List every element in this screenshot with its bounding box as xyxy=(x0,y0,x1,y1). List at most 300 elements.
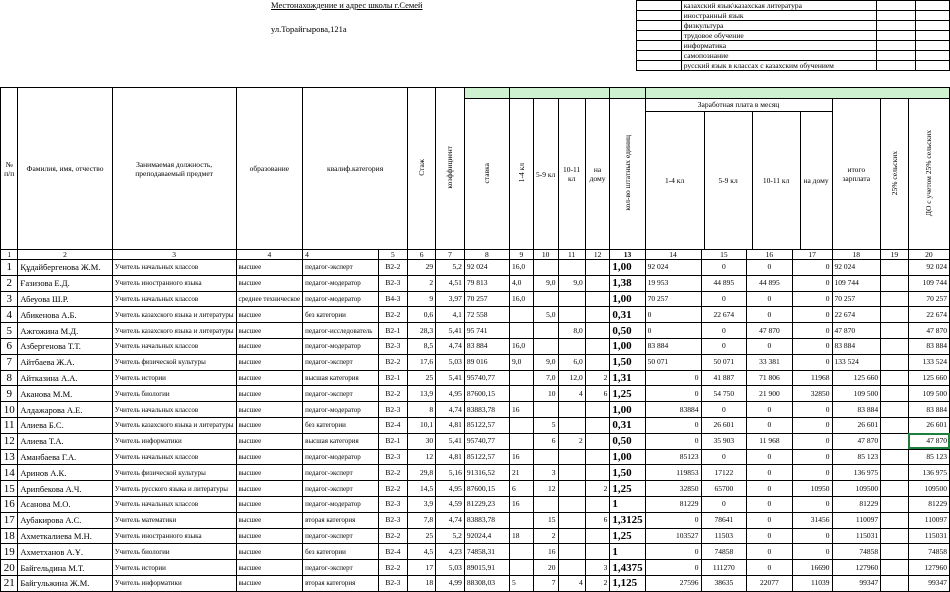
sal-home-cell[interactable]: 0 xyxy=(792,433,832,449)
experience-cell[interactable]: 4,5 xyxy=(408,544,436,560)
education-cell[interactable]: высшее xyxy=(236,338,303,354)
category-cell[interactable]: педагог-модератор xyxy=(303,402,379,418)
total-cell[interactable]: 81229 xyxy=(832,496,881,512)
legend-cell[interactable] xyxy=(877,11,915,21)
sal-home-cell[interactable]: 0 xyxy=(792,417,832,433)
legend-cell[interactable] xyxy=(637,11,682,21)
position-cell[interactable]: Учитель казахского языка и литературы xyxy=(112,323,236,339)
coef-cell[interactable]: 4,81 xyxy=(436,449,465,465)
hours-10-11-cell[interactable] xyxy=(558,260,585,276)
total25-cell[interactable]: 109500 xyxy=(908,481,949,497)
row-number[interactable]: 12 xyxy=(1,433,18,449)
rate-cell[interactable]: 89015,91 xyxy=(464,560,509,576)
total-cell[interactable]: 127960 xyxy=(832,560,881,576)
row-number[interactable]: 1 xyxy=(1,260,18,276)
hours-5-9-cell[interactable] xyxy=(533,323,558,339)
grade-cell[interactable]: В2-1 xyxy=(378,433,407,449)
units-cell[interactable]: 1 xyxy=(610,544,645,560)
hours-1-4-cell[interactable] xyxy=(509,386,533,402)
hours-10-11-cell[interactable]: 2 xyxy=(558,433,585,449)
total-cell[interactable]: 125 660 xyxy=(832,370,881,386)
hours-1-4-cell[interactable] xyxy=(509,544,533,560)
sal-10-11-cell[interactable]: 0 xyxy=(747,512,793,528)
row-number[interactable]: 3 xyxy=(1,291,18,307)
experience-cell[interactable]: 17 xyxy=(408,560,436,576)
hours-5-9-cell[interactable]: 3 xyxy=(533,465,558,481)
hours-1-4-cell[interactable] xyxy=(509,433,533,449)
hours-1-4-cell[interactable]: 16 xyxy=(509,449,533,465)
sal-10-11-cell[interactable]: 33 381 xyxy=(747,354,793,370)
total-cell[interactable]: 70 257 xyxy=(832,291,881,307)
row-number[interactable]: 15 xyxy=(1,481,18,497)
legend-cell[interactable] xyxy=(915,11,950,21)
rate-cell[interactable]: 87600,15 xyxy=(464,481,509,497)
sal-10-11-cell[interactable]: 0 xyxy=(747,465,793,481)
category-cell[interactable]: педагог-исследователь xyxy=(303,323,379,339)
pct25-cell[interactable] xyxy=(881,560,909,576)
sal-10-11-cell[interactable]: 0 xyxy=(747,449,793,465)
coef-cell[interactable]: 4,59 xyxy=(436,496,465,512)
units-cell[interactable]: 1,00 xyxy=(610,338,645,354)
coef-cell[interactable]: 4,99 xyxy=(436,575,465,591)
position-cell[interactable]: Учитель казахского языка и литературы xyxy=(112,417,236,433)
units-cell[interactable]: 1,125 xyxy=(610,575,645,591)
category-cell[interactable]: педагог-эксперт xyxy=(303,560,379,576)
sal-1-4-cell[interactable]: 0 xyxy=(645,544,701,560)
teacher-name[interactable]: Құдайбергенова Ж.М. xyxy=(18,260,112,276)
education-cell[interactable]: высшее xyxy=(236,307,303,323)
position-cell[interactable]: Учитель иностранного языка xyxy=(112,528,236,544)
coef-cell[interactable]: 5,2 xyxy=(436,528,465,544)
units-cell[interactable]: 1,00 xyxy=(610,260,645,276)
category-cell[interactable]: педагог-эксперт xyxy=(303,354,379,370)
category-cell[interactable]: педагог-эксперт xyxy=(303,481,379,497)
sal-1-4-cell[interactable]: 119853 xyxy=(645,465,701,481)
education-cell[interactable]: высшее xyxy=(236,354,303,370)
sal-5-9-cell[interactable]: 17122 xyxy=(701,465,747,481)
experience-cell[interactable]: 25 xyxy=(408,370,436,386)
hours-5-9-cell[interactable]: 12 xyxy=(533,481,558,497)
grade-cell[interactable]: В2-2 xyxy=(378,260,407,276)
sal-5-9-cell[interactable]: 65700 xyxy=(701,481,747,497)
coef-cell[interactable]: 5,41 xyxy=(436,323,465,339)
total-cell[interactable]: 136 975 xyxy=(832,465,881,481)
rate-cell[interactable]: 95740,77 xyxy=(464,433,509,449)
total-cell[interactable]: 109 744 xyxy=(832,275,881,291)
teacher-name[interactable]: Айтбаева Ж.А. xyxy=(18,354,112,370)
grade-cell[interactable]: В2-2 xyxy=(378,307,407,323)
position-cell[interactable]: Учитель иностранного языка xyxy=(112,275,236,291)
pct25-cell[interactable] xyxy=(881,402,909,418)
pct25-cell[interactable] xyxy=(881,323,909,339)
units-cell[interactable]: 1,00 xyxy=(610,449,645,465)
experience-cell[interactable]: 3,9 xyxy=(408,496,436,512)
legend-cell[interactable] xyxy=(915,31,950,41)
sal-10-11-cell[interactable]: 0 xyxy=(747,260,793,276)
teacher-name[interactable]: Ғазизова Е.Д. xyxy=(18,275,112,291)
sal-1-4-cell[interactable]: 19 953 xyxy=(645,275,701,291)
hours-5-9-cell[interactable]: 20 xyxy=(533,560,558,576)
pct25-cell[interactable] xyxy=(881,338,909,354)
teacher-name[interactable]: Абеуова Ш.Р. xyxy=(18,291,112,307)
experience-cell[interactable]: 0,6 xyxy=(408,307,436,323)
pct25-cell[interactable] xyxy=(881,291,909,307)
legend-cell[interactable] xyxy=(915,41,950,51)
experience-cell[interactable]: 17,6 xyxy=(408,354,436,370)
position-cell[interactable]: Учитель истории xyxy=(112,370,236,386)
legend-cell[interactable] xyxy=(637,51,682,61)
position-cell[interactable]: Учитель биологии xyxy=(112,544,236,560)
units-cell[interactable]: 1,25 xyxy=(610,386,645,402)
experience-cell[interactable]: 2 xyxy=(408,275,436,291)
sal-5-9-cell[interactable]: 0 xyxy=(701,260,747,276)
hours-10-11-cell[interactable]: 9,0 xyxy=(558,275,585,291)
hours-home-cell[interactable]: 2 xyxy=(585,481,610,497)
total-cell[interactable]: 83 884 xyxy=(832,402,881,418)
hours-home-cell[interactable] xyxy=(585,496,610,512)
position-cell[interactable]: Учитель начальных классов xyxy=(112,449,236,465)
hours-5-9-cell[interactable] xyxy=(533,496,558,512)
sal-home-cell[interactable]: 0 xyxy=(792,260,832,276)
row-number[interactable]: 13 xyxy=(1,449,18,465)
pct25-cell[interactable] xyxy=(881,481,909,497)
hours-5-9-cell[interactable] xyxy=(533,260,558,276)
sal-home-cell[interactable]: 11039 xyxy=(792,575,832,591)
coef-cell[interactable]: 4,74 xyxy=(436,338,465,354)
rate-cell[interactable]: 85122,57 xyxy=(464,417,509,433)
position-cell[interactable]: Учитель начальных классов xyxy=(112,338,236,354)
row-number[interactable]: 11 xyxy=(1,417,18,433)
teacher-name[interactable]: Ахметкалиева М.Н. xyxy=(18,528,112,544)
sal-10-11-cell[interactable]: 0 xyxy=(747,291,793,307)
sal-5-9-cell[interactable]: 0 xyxy=(701,402,747,418)
hours-home-cell[interactable] xyxy=(585,307,610,323)
sal-10-11-cell[interactable]: 0 xyxy=(747,481,793,497)
hours-5-9-cell[interactable] xyxy=(533,291,558,307)
pct25-cell[interactable] xyxy=(881,512,909,528)
position-cell[interactable]: Учитель информатики xyxy=(112,433,236,449)
units-cell[interactable]: 0,50 xyxy=(610,433,645,449)
sal-home-cell[interactable]: 0 xyxy=(792,544,832,560)
sal-5-9-cell[interactable]: 44 895 xyxy=(701,275,747,291)
hours-1-4-cell[interactable]: 6 xyxy=(509,481,533,497)
total25-cell[interactable]: 70 257 xyxy=(908,291,949,307)
hours-10-11-cell[interactable] xyxy=(558,291,585,307)
position-cell[interactable]: Учитель физической культуры xyxy=(112,354,236,370)
coef-cell[interactable]: 4,74 xyxy=(436,512,465,528)
total-cell[interactable]: 26 601 xyxy=(832,417,881,433)
sal-5-9-cell[interactable]: 54 750 xyxy=(701,386,747,402)
sal-home-cell[interactable]: 0 xyxy=(792,402,832,418)
hours-10-11-cell[interactable]: 6,0 xyxy=(558,354,585,370)
hours-1-4-cell[interactable]: 4,0 xyxy=(509,275,533,291)
legend-cell[interactable] xyxy=(637,61,682,71)
total-cell[interactable]: 99347 xyxy=(832,575,881,591)
education-cell[interactable]: высшее xyxy=(236,481,303,497)
teacher-name[interactable]: Аманбаева Г.А. xyxy=(18,449,112,465)
education-cell[interactable]: высшее xyxy=(236,512,303,528)
experience-cell[interactable]: 9 xyxy=(408,291,436,307)
hours-1-4-cell[interactable]: 16 xyxy=(509,402,533,418)
total25-cell[interactable]: 125 660 xyxy=(908,370,949,386)
total25-cell[interactable]: 83 884 xyxy=(908,338,949,354)
category-cell[interactable]: вторая категория xyxy=(303,512,379,528)
sal-1-4-cell[interactable]: 0 xyxy=(645,323,701,339)
total-cell[interactable]: 110097 xyxy=(832,512,881,528)
coef-cell[interactable]: 5,2 xyxy=(436,260,465,276)
education-cell[interactable]: высшее xyxy=(236,402,303,418)
experience-cell[interactable]: 18 xyxy=(408,575,436,591)
grade-cell[interactable]: В2-3 xyxy=(378,338,407,354)
hours-home-cell[interactable] xyxy=(585,433,610,449)
sal-1-4-cell[interactable]: 0 xyxy=(645,417,701,433)
sal-10-11-cell[interactable]: 0 xyxy=(747,338,793,354)
units-cell[interactable]: 1,38 xyxy=(610,275,645,291)
sal-1-4-cell[interactable]: 103527 xyxy=(645,528,701,544)
experience-cell[interactable]: 8 xyxy=(408,402,436,418)
sal-1-4-cell[interactable]: 32850 xyxy=(645,481,701,497)
sal-10-11-cell[interactable]: 71 806 xyxy=(747,370,793,386)
teacher-name[interactable]: Айтказина А.А. xyxy=(18,370,112,386)
coef-cell[interactable]: 4,95 xyxy=(436,481,465,497)
hours-1-4-cell[interactable] xyxy=(509,417,533,433)
legend-cell[interactable] xyxy=(877,61,915,71)
sal-5-9-cell[interactable]: 111270 xyxy=(701,560,747,576)
sal-1-4-cell[interactable]: 81229 xyxy=(645,496,701,512)
hours-1-4-cell[interactable]: 16,0 xyxy=(509,260,533,276)
hours-10-11-cell[interactable]: 4 xyxy=(558,575,585,591)
hours-home-cell[interactable] xyxy=(585,354,610,370)
position-cell[interactable]: Учитель математики xyxy=(112,512,236,528)
sal-1-4-cell[interactable]: 50 071 xyxy=(645,354,701,370)
row-number[interactable]: 14 xyxy=(1,465,18,481)
education-cell[interactable]: среднее техническое xyxy=(236,291,303,307)
row-number[interactable]: 16 xyxy=(1,496,18,512)
sal-1-4-cell[interactable]: 92 024 xyxy=(645,260,701,276)
teacher-name[interactable]: Аканова М.М. xyxy=(18,386,112,402)
sal-home-cell[interactable]: 0 xyxy=(792,275,832,291)
hours-10-11-cell[interactable]: 12,0 xyxy=(558,370,585,386)
units-cell[interactable]: 0,31 xyxy=(610,307,645,323)
hours-10-11-cell[interactable] xyxy=(558,496,585,512)
grade-cell[interactable]: В4-3 xyxy=(378,291,407,307)
position-cell[interactable]: Учитель начальных классов xyxy=(112,402,236,418)
total25-cell[interactable]: 109 744 xyxy=(908,275,949,291)
sal-home-cell[interactable]: 0 xyxy=(792,465,832,481)
grade-cell[interactable]: В2-3 xyxy=(378,449,407,465)
rate-cell[interactable]: 92 024 xyxy=(464,260,509,276)
hours-home-cell[interactable] xyxy=(585,417,610,433)
education-cell[interactable]: высшее xyxy=(236,370,303,386)
sal-10-11-cell[interactable]: 21 900 xyxy=(747,386,793,402)
rate-cell[interactable]: 87600,15 xyxy=(464,386,509,402)
legend-cell[interactable] xyxy=(915,51,950,61)
units-cell[interactable]: 1,31 xyxy=(610,370,645,386)
sal-home-cell[interactable]: 0 xyxy=(792,449,832,465)
teacher-name[interactable]: Аринов А.К. xyxy=(18,465,112,481)
pct25-cell[interactable] xyxy=(881,370,909,386)
units-cell[interactable]: 1,25 xyxy=(610,481,645,497)
position-cell[interactable]: Учитель истории xyxy=(112,560,236,576)
coef-cell[interactable]: 5,41 xyxy=(436,370,465,386)
units-cell[interactable]: 1,3125 xyxy=(610,512,645,528)
hours-1-4-cell[interactable]: 21 xyxy=(509,465,533,481)
sal-5-9-cell[interactable]: 35 903 xyxy=(701,433,747,449)
total25-cell[interactable]: 47 870 xyxy=(908,433,949,449)
sal-1-4-cell[interactable]: 83 884 xyxy=(645,338,701,354)
hours-10-11-cell[interactable] xyxy=(558,307,585,323)
position-cell[interactable]: Учитель начальных классов xyxy=(112,496,236,512)
hours-home-cell[interactable] xyxy=(585,275,610,291)
grade-cell[interactable]: В2-1 xyxy=(378,323,407,339)
hours-10-11-cell[interactable] xyxy=(558,465,585,481)
units-cell[interactable]: 1,25 xyxy=(610,528,645,544)
category-cell[interactable]: педагог-эксперт xyxy=(303,465,379,481)
category-cell[interactable]: без категории xyxy=(303,307,379,323)
hours-10-11-cell[interactable] xyxy=(558,402,585,418)
hours-10-11-cell[interactable] xyxy=(558,338,585,354)
rate-cell[interactable]: 79 813 xyxy=(464,275,509,291)
position-cell[interactable]: Учитель информатики xyxy=(112,575,236,591)
hours-1-4-cell[interactable] xyxy=(509,512,533,528)
legend-cell[interactable] xyxy=(637,1,682,11)
total-cell[interactable]: 109 500 xyxy=(832,386,881,402)
rate-cell[interactable]: 89 016 xyxy=(464,354,509,370)
education-cell[interactable]: высшее xyxy=(236,560,303,576)
coef-cell[interactable]: 5,41 xyxy=(436,433,465,449)
pct25-cell[interactable] xyxy=(881,544,909,560)
hours-1-4-cell[interactable] xyxy=(509,307,533,323)
teacher-name[interactable]: Асанова М.О. xyxy=(18,496,112,512)
row-number[interactable]: 18 xyxy=(1,528,18,544)
education-cell[interactable]: высшее xyxy=(236,449,303,465)
sal-5-9-cell[interactable]: 0 xyxy=(701,338,747,354)
sal-10-11-cell[interactable]: 44 895 xyxy=(747,275,793,291)
grade-cell[interactable]: В2-2 xyxy=(378,465,407,481)
hours-5-9-cell[interactable]: 5,0 xyxy=(533,307,558,323)
hours-5-9-cell[interactable]: 7,0 xyxy=(533,370,558,386)
pct25-cell[interactable] xyxy=(881,260,909,276)
coef-cell[interactable]: 3,97 xyxy=(436,291,465,307)
hours-10-11-cell[interactable] xyxy=(558,417,585,433)
hours-1-4-cell[interactable]: 16 xyxy=(509,496,533,512)
pct25-cell[interactable] xyxy=(881,433,909,449)
legend-cell[interactable] xyxy=(637,41,682,51)
grade-cell[interactable]: В2-2 xyxy=(378,481,407,497)
coef-cell[interactable]: 4,51 xyxy=(436,275,465,291)
teacher-name[interactable]: Абикенова А.Б. xyxy=(18,307,112,323)
legend-cell[interactable] xyxy=(915,1,950,11)
pct25-cell[interactable] xyxy=(881,465,909,481)
hours-5-9-cell[interactable] xyxy=(533,449,558,465)
sal-home-cell[interactable]: 16690 xyxy=(792,560,832,576)
total-cell[interactable]: 47 870 xyxy=(832,323,881,339)
hours-5-9-cell[interactable]: 7 xyxy=(533,575,558,591)
rate-cell[interactable]: 92024,4 xyxy=(464,528,509,544)
teacher-name[interactable]: Алиева Б.С. xyxy=(18,417,112,433)
sal-5-9-cell[interactable]: 38635 xyxy=(701,575,747,591)
coef-cell[interactable]: 4,23 xyxy=(436,544,465,560)
pct25-cell[interactable] xyxy=(881,354,909,370)
sal-10-11-cell[interactable]: 0 xyxy=(747,402,793,418)
hours-5-9-cell[interactable] xyxy=(533,402,558,418)
legend-cell[interactable] xyxy=(915,21,950,31)
grade-cell[interactable]: В2-3 xyxy=(378,512,407,528)
category-cell[interactable]: без категории xyxy=(303,417,379,433)
sal-1-4-cell[interactable]: 27596 xyxy=(645,575,701,591)
hours-5-9-cell[interactable]: 10 xyxy=(533,386,558,402)
experience-cell[interactable]: 25 xyxy=(408,528,436,544)
hours-10-11-cell[interactable] xyxy=(558,560,585,576)
category-cell[interactable]: педагог-модератор xyxy=(303,338,379,354)
hours-home-cell[interactable]: 6 xyxy=(585,386,610,402)
coef-cell[interactable]: 4,1 xyxy=(436,307,465,323)
pct25-cell[interactable] xyxy=(881,575,909,591)
teacher-name[interactable]: Ахметханов А.Ұ. xyxy=(18,544,112,560)
total25-cell[interactable]: 92 024 xyxy=(908,260,949,276)
legend-cell[interactable] xyxy=(877,41,915,51)
teacher-name[interactable]: Алиева Т.А. xyxy=(18,433,112,449)
sal-5-9-cell[interactable]: 41 887 xyxy=(701,370,747,386)
category-cell[interactable]: педагог-модератор xyxy=(303,275,379,291)
position-cell[interactable]: Учитель биологии xyxy=(112,386,236,402)
experience-cell[interactable]: 29,8 xyxy=(408,465,436,481)
pct25-cell[interactable] xyxy=(881,386,909,402)
total25-cell[interactable]: 115031 xyxy=(908,528,949,544)
hours-home-cell[interactable] xyxy=(585,544,610,560)
legend-cell[interactable] xyxy=(877,51,915,61)
hours-5-9-cell[interactable]: 15 xyxy=(533,512,558,528)
units-cell[interactable]: 1,00 xyxy=(610,402,645,418)
rate-cell[interactable]: 81229,23 xyxy=(464,496,509,512)
legend-subject[interactable]: иностранный язык xyxy=(681,11,877,21)
category-cell[interactable]: педагог-эксперт xyxy=(303,528,379,544)
teacher-name[interactable]: Алдажарова А.Е. xyxy=(18,402,112,418)
total25-cell[interactable]: 22 674 xyxy=(908,307,949,323)
hours-1-4-cell[interactable]: 18 xyxy=(509,528,533,544)
units-cell[interactable]: 0,31 xyxy=(610,417,645,433)
grade-cell[interactable]: В2-3 xyxy=(378,496,407,512)
sal-10-11-cell[interactable]: 0 xyxy=(747,544,793,560)
sal-5-9-cell[interactable]: 26 601 xyxy=(701,417,747,433)
education-cell[interactable]: высшее xyxy=(236,544,303,560)
hours-1-4-cell[interactable] xyxy=(509,370,533,386)
teacher-name[interactable]: Азбергенова Т.Т. xyxy=(18,338,112,354)
total25-cell[interactable]: 85 123 xyxy=(908,449,949,465)
rate-cell[interactable]: 74858,31 xyxy=(464,544,509,560)
total25-cell[interactable]: 127960 xyxy=(908,560,949,576)
sal-5-9-cell[interactable]: 0 xyxy=(701,323,747,339)
hours-1-4-cell[interactable] xyxy=(509,560,533,576)
grade-cell[interactable]: В2-4 xyxy=(378,544,407,560)
legend-subject[interactable]: физкультура xyxy=(681,21,877,31)
total25-cell[interactable]: 133 524 xyxy=(908,354,949,370)
legend-cell[interactable] xyxy=(877,1,915,11)
sal-1-4-cell[interactable]: 0 xyxy=(645,370,701,386)
hours-home-cell[interactable] xyxy=(585,528,610,544)
rate-cell[interactable]: 70 257 xyxy=(464,291,509,307)
total25-cell[interactable]: 81229 xyxy=(908,496,949,512)
experience-cell[interactable]: 13,9 xyxy=(408,386,436,402)
hours-5-9-cell[interactable]: 9,0 xyxy=(533,275,558,291)
sal-1-4-cell[interactable]: 0 xyxy=(645,433,701,449)
hours-home-cell[interactable]: 3 xyxy=(585,560,610,576)
position-cell[interactable]: Учитель начальных классов xyxy=(112,291,236,307)
sal-5-9-cell[interactable]: 50 071 xyxy=(701,354,747,370)
total-cell[interactable]: 133 524 xyxy=(832,354,881,370)
sal-home-cell[interactable]: 0 xyxy=(792,323,832,339)
category-cell[interactable]: без категории xyxy=(303,544,379,560)
